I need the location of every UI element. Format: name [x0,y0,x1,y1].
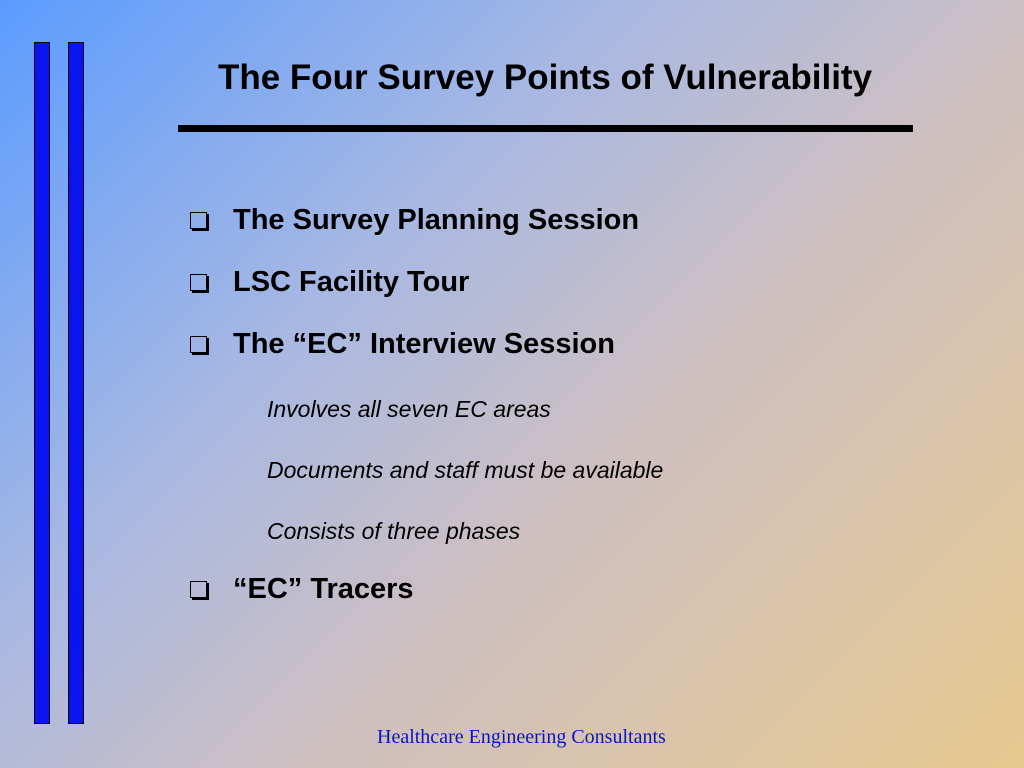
checkbox-square-icon [190,336,207,353]
bullet-label: “EC” Tracers [233,573,414,605]
checkbox-square-icon [190,274,207,291]
decorative-bar-right [68,42,84,724]
bullet-label: The Survey Planning Session [233,204,640,236]
bullet-item [190,573,414,606]
sub-point: Consists of three phases [267,518,521,544]
checkbox-square-icon [190,581,207,598]
bullet-label: LSC Facility Tour [233,266,470,298]
bullet-item [190,204,639,237]
bullet-item [190,328,615,361]
bullet-label: The “EC” Interview Session [233,328,615,360]
bullet-item [190,266,469,299]
slide-title: The Four Survey Points of Vulnerability [217,58,873,97]
decorative-bar-left [34,42,50,724]
sub-point: Involves all seven EC areas [267,396,551,422]
sub-point: Documents and staff must be available [267,457,664,483]
checkbox-square-icon [190,212,207,229]
footer-text: Healthcare Engineering Consultants [377,726,666,748]
title-underline [178,125,913,132]
